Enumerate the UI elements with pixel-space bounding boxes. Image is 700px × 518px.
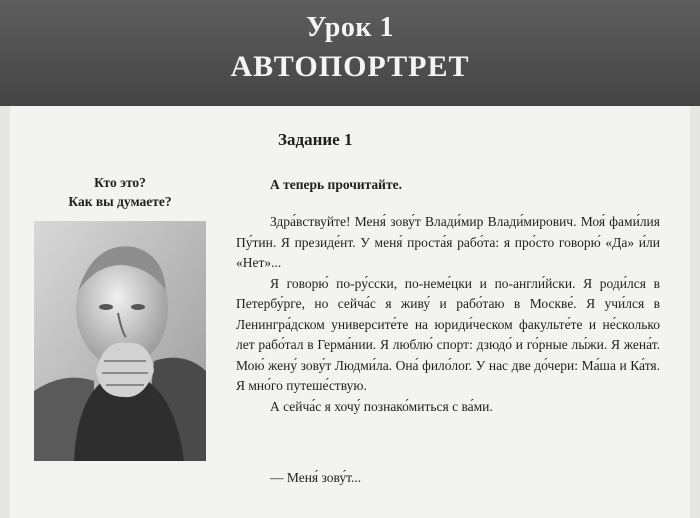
lesson-header: [0, 0, 700, 106]
lesson-number: Урок 1: [306, 12, 394, 43]
reading-text: [236, 212, 660, 417]
question-line-1: Кто это?: [94, 175, 146, 190]
task-title: Задание 1: [278, 130, 353, 149]
reading-intro: А теперь прочитайте.: [270, 177, 402, 192]
lesson-title: АВТОПОРТРЕТ: [230, 50, 470, 83]
reading-paragraph: А сейча́с я хочу́ познако́миться с ва́ми.: [270, 398, 493, 414]
reading-paragraph: Я говорю́ по-ру́сски, по-неме́цки и по-англи́йски. Я роди́лся в Петербу́рге, но сейча́с я живу́ и рабо́таю в Москве́. Я учи́лся в Ленингра́дском университе́те на юриди́ческом факульте́те и не́сколько лет рабо́тал в Герма́нии. Я люблю́ спорт: дзюдо́ и го́рные лы́жи. Я жена́т. Мою́ жену́ зову́т Людми́ла. Она́ фило́лог. У нас две до́чери: Ма́ша и Ка́тя. Я мно́го путеше́ствую.: [236, 275, 660, 393]
photo-question: [40, 173, 200, 211]
question-line-2: Как вы думаете?: [68, 194, 172, 209]
answer-prompt: — Меня́ зову́т...: [270, 470, 362, 485]
portrait-photo: [34, 221, 206, 461]
reading-paragraph: Здра́вствуйте! Меня́ зову́т Влади́мир Влади́мирович. Моя́ фами́лия Пу́тин. Я президе́нт. У меня́ проста́я рабо́та: я про́сто говорю́ «Да» и́ли «Нет»...: [236, 214, 660, 270]
portrait-illustration: [34, 221, 206, 461]
